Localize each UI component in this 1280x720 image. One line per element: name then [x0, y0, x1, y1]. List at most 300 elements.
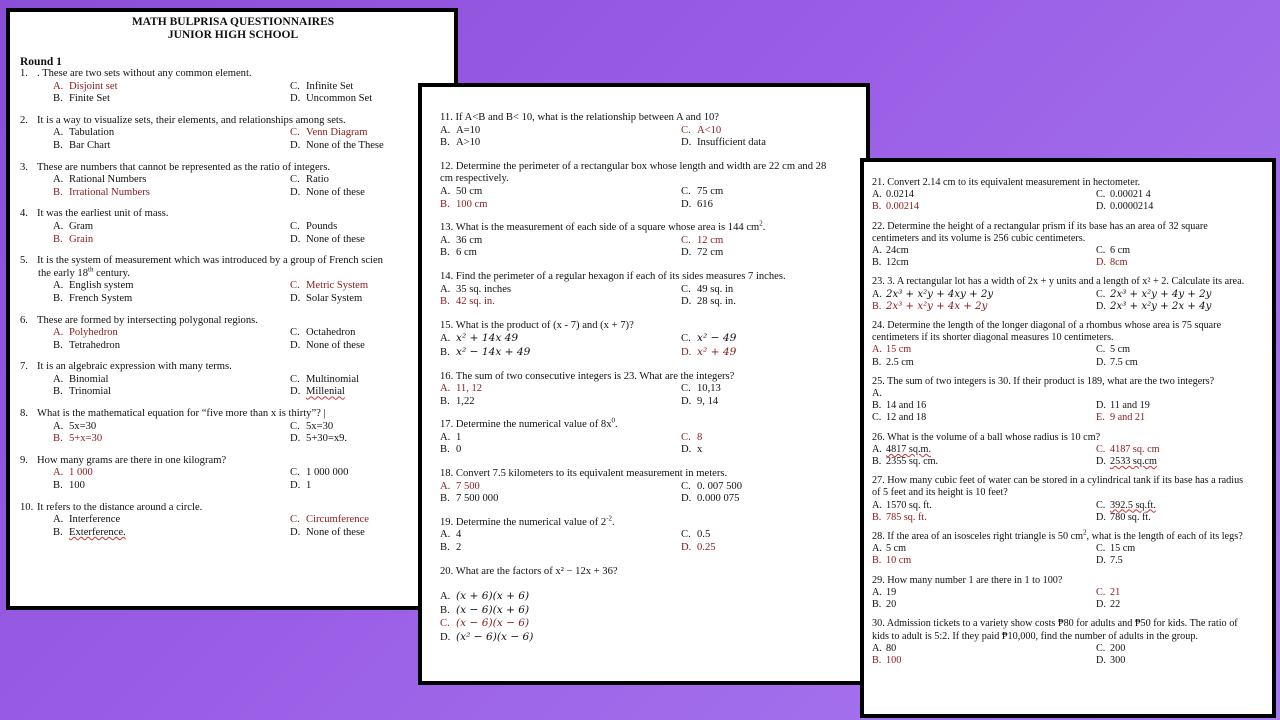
choice-letter: D. — [290, 480, 301, 492]
choice — [681, 284, 860, 297]
question-text-continued — [440, 173, 860, 186]
choice-letter: A. — [440, 383, 451, 395]
answer-choice — [53, 234, 290, 247]
choice-text: Irrational Numbers — [69, 186, 150, 198]
choice-text: 2x³ + x²y + 4x + 2y — [886, 300, 988, 312]
choice-text: 1,22 — [456, 395, 475, 407]
question-text — [440, 371, 860, 384]
choice-text: 14 and 16 — [886, 400, 927, 412]
question-stem: 26. What is the volume of a ball whose radius is 10 cm? — [872, 431, 1101, 443]
choice — [681, 186, 860, 199]
question-item — [440, 112, 860, 150]
question-item — [20, 315, 446, 353]
superscript: 0 — [611, 416, 615, 425]
superscript: th — [88, 265, 94, 274]
question-stem: 16. The sum of two consecutive integers is 23. What are the integers? — [440, 370, 735, 382]
choice — [681, 396, 860, 409]
choice-letter: D. — [681, 198, 692, 210]
question-stem: . These are two sets without any common element. — [37, 68, 252, 79]
choice-letter: B. — [53, 292, 63, 304]
question-stem-line2: cm respectively. — [440, 173, 509, 185]
choice — [1096, 512, 1266, 524]
question-list-2 — [422, 87, 866, 645]
choice — [1096, 301, 1266, 313]
choice-text: 0.0000214 — [1110, 201, 1154, 213]
choice — [1096, 655, 1266, 667]
choice — [440, 247, 681, 260]
choice-text: 5 cm — [1110, 344, 1131, 356]
choice — [872, 289, 1096, 301]
question-item — [872, 221, 1266, 270]
choice-letter: C. — [290, 420, 300, 432]
choices-grid — [38, 514, 446, 539]
choices-grid — [872, 289, 1266, 313]
question-item — [872, 575, 1266, 612]
choice — [872, 456, 1096, 468]
choice-letter: D. — [290, 339, 301, 351]
choice-letter: A. — [53, 327, 64, 339]
choices-grid — [872, 500, 1266, 524]
choice-text: 36 cm — [456, 234, 483, 246]
choice-text: 0.00021 4 — [1110, 189, 1151, 201]
question-number: 3. — [20, 161, 28, 173]
choice-letter: D. — [290, 433, 301, 445]
choice — [1096, 400, 1266, 412]
choice-letter: B. — [872, 654, 882, 666]
choice-letter: B. — [872, 300, 882, 312]
question-number: 4. — [20, 208, 28, 220]
choice — [1096, 543, 1266, 555]
choice — [872, 357, 1096, 369]
choice — [872, 412, 1096, 424]
question-text — [440, 468, 860, 481]
question-stem: It is an algebraic expression with many terms. — [37, 361, 232, 373]
choice-letter: C. — [681, 185, 691, 197]
choice-letter: C. — [290, 220, 300, 232]
question-item — [20, 208, 446, 246]
choice-text: 1 — [306, 480, 312, 492]
choice-text: Bar Chart — [69, 139, 111, 151]
choice-letter: A. — [53, 280, 64, 292]
question-text — [20, 161, 446, 175]
choice-letter: B. — [53, 339, 63, 351]
choice — [440, 396, 681, 409]
choice — [1096, 555, 1266, 567]
question-item — [872, 177, 1266, 214]
question-text — [872, 618, 1266, 630]
choice-letter: A. — [440, 185, 451, 197]
choice-letter: D. — [681, 542, 692, 554]
choice-letter: C. — [290, 514, 300, 526]
question-item — [20, 361, 446, 399]
choices-grid — [440, 432, 860, 457]
question-item — [440, 566, 860, 645]
answer-choice — [440, 199, 681, 212]
question-stem: 17. Determine the numerical value of 8x — [440, 419, 612, 431]
question-stem: 29. How many number 1 are there in 1 to 100? — [872, 574, 1063, 586]
choice-text: (x + 6)(x + 6) — [456, 590, 530, 603]
choice-letter: D. — [1096, 257, 1106, 269]
choice — [440, 235, 681, 248]
choice-letter: A. — [440, 124, 451, 136]
question-number: 7. — [20, 361, 28, 373]
choice — [53, 514, 290, 527]
choice — [440, 137, 681, 150]
choice-text: 9 and 21 — [1110, 412, 1146, 424]
choice-letter: B. — [53, 139, 63, 151]
choice-text: 5+30=x9. — [306, 433, 348, 445]
question-item — [440, 514, 860, 555]
choice — [53, 174, 290, 187]
choice — [681, 332, 860, 346]
choice-letter: A. — [53, 220, 64, 232]
choice-text: 392.5 sq.ft. — [1110, 499, 1156, 511]
question-stem: These are numbers that cannot be represented as the ratio of integers. — [37, 161, 330, 173]
choices-grid — [38, 127, 446, 152]
question-text-continued — [872, 487, 1266, 499]
choice-text: 5 cm — [886, 543, 907, 555]
choice-letter: C. — [681, 234, 691, 246]
question-number: 9. — [20, 454, 28, 466]
choice-letter: B. — [53, 386, 63, 398]
choice-text: None of these — [306, 186, 365, 198]
choice-text: 15 cm — [1110, 543, 1136, 555]
choice-text: Polyhedron — [69, 327, 118, 339]
choice-letter: A. — [872, 543, 882, 555]
choice-text: 1570 sq. ft. — [886, 499, 932, 511]
choice-letter: A. — [53, 127, 64, 139]
choice-text: 8cm — [1110, 257, 1128, 269]
choice-text: 780 sq. ft. — [1110, 511, 1151, 523]
choice-letter: C. — [290, 80, 300, 92]
question-item — [20, 502, 446, 540]
question-text — [20, 501, 446, 515]
choice-letter: D. — [1096, 599, 1106, 611]
choice-letter: A. — [440, 529, 451, 541]
choice-letter: D. — [1096, 654, 1106, 666]
choice — [440, 432, 681, 445]
choice-letter: C. — [290, 174, 300, 186]
choice-text: None of the These — [306, 139, 384, 151]
choice — [872, 643, 1096, 655]
question-text — [440, 320, 860, 333]
question-stem: 28. If the area of an isosceles right triangle is 50 cm — [872, 531, 1084, 543]
choice-text: 24cm — [886, 245, 909, 257]
choice-letter: B. — [53, 233, 63, 245]
choice-text: 7.5 cm — [1110, 356, 1138, 368]
choice-letter: A. — [872, 642, 882, 654]
choice-letter: B. — [440, 198, 450, 210]
answer-choice — [53, 467, 290, 480]
choice-text: Octahedron — [306, 327, 356, 339]
answer-choice — [872, 344, 1096, 356]
choices-grid — [440, 332, 860, 359]
question-text-continued — [872, 332, 1266, 344]
question-item — [20, 68, 446, 106]
answer-choice — [1096, 444, 1266, 456]
question-text — [20, 314, 446, 328]
choice-letter: B. — [872, 400, 882, 412]
question-list-3 — [864, 162, 1272, 667]
choice-text: 785 sq. ft. — [886, 511, 927, 523]
answer-choice — [872, 555, 1096, 567]
choice — [681, 481, 860, 494]
choice-letter: B. — [53, 433, 63, 445]
choice — [1096, 344, 1266, 356]
question-text — [872, 432, 1266, 444]
choice — [53, 374, 290, 387]
question-text — [440, 161, 860, 174]
choice-text: 10,13 — [697, 383, 721, 395]
choice-text: 1 000 000 — [306, 467, 349, 479]
choice-text: Finite Set — [69, 93, 110, 105]
choice-text: 4 — [456, 529, 462, 541]
choice-letter: B. — [440, 542, 450, 554]
choices-grid — [440, 481, 860, 506]
question-stem-end: . — [615, 419, 618, 431]
choice — [440, 590, 860, 604]
choice-text: 42 sq. in. — [456, 296, 495, 308]
question-stem-end: . — [762, 222, 766, 234]
question-item — [440, 271, 860, 309]
choice-text: None of these — [306, 233, 365, 245]
choice — [1096, 201, 1266, 213]
question-stem: How many grams are there in one kilogram? — [37, 454, 227, 466]
choice-text: 50 cm — [456, 185, 483, 197]
choice-letter: C. — [1096, 245, 1106, 257]
choice-letter: C. — [290, 467, 300, 479]
choice — [872, 257, 1096, 269]
choice-text: 12 cm — [697, 234, 724, 246]
choice-text: 15 cm — [886, 344, 912, 356]
choice-text: Solar System — [306, 292, 363, 304]
choice — [53, 93, 290, 106]
choice — [440, 346, 681, 360]
choice-text: x² − 49 — [697, 332, 737, 345]
choice-letter: C. — [1096, 499, 1106, 511]
choice — [1096, 599, 1266, 611]
choice — [53, 386, 290, 399]
question-stem-line2: kids to adult is 5:2. If they paid ₱10,000, find the number of adults in the group. — [872, 630, 1198, 642]
choice-text: Tabulation — [69, 127, 115, 139]
choice-text: Binomial — [69, 373, 109, 385]
choice-text: Rational Numbers — [69, 174, 147, 186]
choice-letter: D. — [1096, 400, 1106, 412]
answer-choice — [1096, 587, 1266, 599]
choice — [681, 296, 860, 309]
choice-letter: B. — [872, 356, 882, 368]
choices-grid — [872, 444, 1266, 468]
choice — [681, 199, 860, 212]
choice — [681, 529, 860, 542]
choice-text: 4817 sq.m. — [886, 443, 931, 455]
question-text — [872, 475, 1266, 487]
choice-text: 2 — [456, 542, 462, 554]
choice-text: 5x=30 — [69, 420, 97, 432]
choice-letter: C. — [681, 283, 691, 295]
question-stem: 11. If A<B and B< 10, what is the relationship between A and 10? — [440, 112, 720, 123]
choice-text: x² + 14x 49 — [456, 332, 519, 345]
question-item — [20, 455, 446, 493]
choices-grid — [38, 421, 446, 446]
choice — [872, 189, 1096, 201]
answer-choice — [1096, 257, 1266, 269]
choice-text: Exterference. — [69, 526, 126, 538]
question-stem-line2: the early 18 — [38, 267, 89, 279]
choice — [53, 140, 290, 153]
question-text — [20, 408, 446, 421]
choice-text: 200 — [1110, 642, 1126, 654]
choice-text: None of these — [306, 339, 365, 351]
question-stem: What is the mathematical equation for “five more than x is thirty”? | — [37, 408, 326, 420]
choices-grid — [38, 327, 446, 352]
question-item — [20, 162, 446, 200]
answer-choice — [872, 201, 1096, 213]
choices-grid — [440, 529, 860, 554]
choice-letter: B. — [872, 511, 882, 523]
choice-letter: D. — [440, 632, 451, 643]
choice-text: (x − 6)(x + 6) — [456, 603, 530, 616]
choice-letter: B. — [440, 444, 450, 456]
choice-letter: B. — [440, 137, 450, 149]
answer-choice — [440, 617, 860, 631]
answer-choice — [440, 296, 681, 309]
choice-text: 7.5 — [1110, 555, 1123, 567]
choice-letter: C. — [290, 373, 300, 385]
question-stem: 19. Determine the numerical value of 2 — [440, 516, 607, 528]
choice-text: 2x³ + x²y + 2x + 4y — [1110, 300, 1212, 312]
choices-grid — [440, 125, 860, 150]
choice-letter: C. — [1096, 443, 1106, 455]
choice-text: 2x³ + x²y + 4y + 2y — [1110, 288, 1212, 300]
question-item — [20, 408, 446, 446]
answer-choice — [872, 512, 1096, 524]
choice-text: Interference — [69, 514, 121, 526]
choice-letter: D. — [1096, 300, 1106, 312]
question-text — [872, 320, 1266, 332]
choice-letter: A. — [872, 288, 882, 300]
question-text — [872, 575, 1266, 587]
answer-choice — [440, 383, 681, 396]
choice-letter: A. — [872, 245, 882, 257]
choice-text: 80 — [886, 642, 897, 654]
choice-text: Multinomial — [306, 373, 359, 385]
question-text — [440, 514, 860, 530]
choice — [1096, 500, 1266, 512]
choice-text: (x² − 6)(x − 6) — [456, 631, 534, 643]
question-stem-line2-end: century. — [93, 267, 130, 279]
choice — [1096, 456, 1266, 468]
choice-text: 19 — [886, 586, 897, 598]
choice-letter: C. — [681, 529, 691, 541]
question-stem-end: . — [612, 516, 615, 528]
answer-choice — [681, 542, 860, 555]
choice-letter: D. — [290, 186, 301, 198]
question-text-continued — [872, 233, 1266, 245]
choice — [1096, 189, 1266, 201]
choice — [681, 444, 860, 457]
choices-grid — [872, 189, 1266, 213]
choice-letter: B. — [440, 247, 450, 259]
choice-letter: B. — [872, 201, 882, 213]
page-1-content — [10, 12, 454, 539]
question-stem: 23. 3. A rectangular lot has a width of 2x + y units and a length of x² + 2. Calculate its area. — [872, 276, 1245, 288]
choice-letter: A. — [53, 514, 64, 526]
choice-letter: D. — [290, 233, 301, 245]
question-text — [440, 112, 860, 125]
choice-letter: C. — [1096, 642, 1106, 654]
answer-choice — [440, 481, 681, 494]
choice-text: 75 cm — [697, 185, 724, 197]
answer-choice — [53, 81, 290, 94]
choice-letter: C. — [681, 383, 691, 395]
superscript: 2 — [759, 219, 763, 228]
choice-text: 100 — [69, 480, 85, 492]
choice — [440, 542, 681, 555]
choice-text: 616 — [697, 198, 713, 210]
choice-text: None of these — [306, 526, 365, 538]
question-number: 5. — [20, 255, 28, 267]
question-text — [20, 208, 446, 221]
answer-choice — [53, 187, 290, 200]
choice-letter: A. — [872, 443, 882, 455]
choice-letter: A. — [872, 499, 882, 511]
choice-letter: B. — [53, 186, 63, 198]
choice-text: Metric System — [306, 280, 369, 292]
choice-text: 8 — [697, 431, 703, 443]
choice-letter: A. — [53, 174, 64, 186]
choice — [872, 444, 1096, 456]
choice-letter: C. — [290, 327, 300, 339]
choice-text: Circumference — [306, 514, 369, 526]
question-stem: It is the system of measurement which was introduced by a group of French scien — [37, 255, 383, 267]
choice-text: Venn Diagram — [306, 127, 368, 139]
question-stem: 14. Find the perimeter of a regular hexagon if each of its sides measures 7 inches. — [440, 270, 786, 282]
choice — [53, 421, 290, 434]
question-stem: It refers to the distance around a circle. — [37, 501, 203, 513]
choice-text: 10 cm — [886, 555, 912, 567]
choice-letter: D. — [1096, 456, 1106, 468]
choice-letter: C. — [1096, 586, 1106, 598]
question-item — [20, 115, 446, 153]
choices-grid — [38, 174, 446, 199]
choice-text: 35 sq. inches — [456, 283, 512, 295]
choice-letter: D. — [681, 137, 692, 149]
question-stem-line2: centimeters and its volume is 256 cubic centimeters. — [872, 232, 1086, 244]
choice-text: (x − 6)(x − 6) — [456, 617, 530, 630]
choice-letter: A. — [872, 189, 882, 201]
question-item — [440, 416, 860, 457]
choice-text: 0.00214 — [886, 201, 920, 213]
choice — [440, 332, 681, 346]
question-text — [872, 177, 1266, 189]
superscript: -2 — [606, 514, 613, 523]
choice-letter: C. — [872, 412, 882, 424]
choice — [681, 137, 860, 150]
question-text — [440, 416, 860, 432]
choice-text: x² + 49 — [697, 345, 737, 358]
choices-grid — [872, 643, 1266, 667]
choice-text: 0.25 — [697, 542, 716, 554]
choice-text: 0.000 075 — [697, 493, 740, 505]
choice-text: x² − 14x + 49 — [456, 345, 531, 358]
choice-letter: D. — [290, 139, 301, 151]
choice-letter: B. — [440, 493, 450, 505]
question-text — [20, 454, 446, 468]
choice — [872, 587, 1096, 599]
choice-text: 1 000 — [69, 467, 93, 479]
choice-text: 7 500 000 — [456, 493, 499, 505]
